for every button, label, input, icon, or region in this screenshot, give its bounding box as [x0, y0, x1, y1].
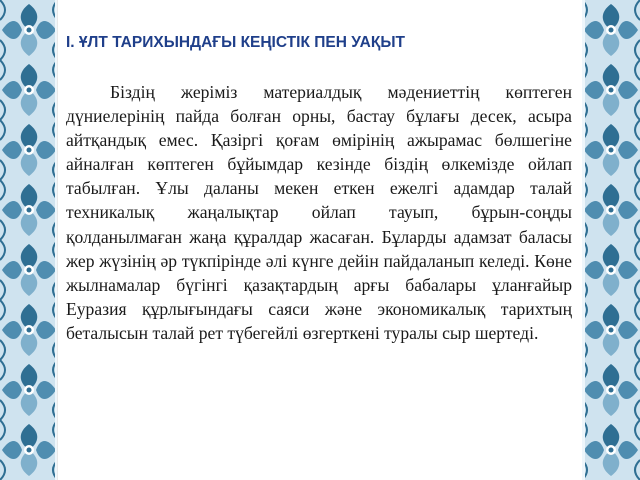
right-ornament-border: [582, 0, 640, 480]
slide-content: [58, 0, 582, 480]
slide-title: І. ҰЛТ ТАРИХЫНДАҒЫ КЕҢІСТІК ПЕН УАҚЫТ: [66, 34, 405, 51]
left-ornament-border: [0, 0, 58, 480]
ornament-pattern-icon: [0, 0, 58, 480]
ornament-pattern-icon: [582, 0, 640, 480]
slide-paragraph: Біздің жеріміз материалдық мәдениеттің көптеген дүниелерінің пайда болған орны, бастау бұлағы десек, асыра айтқандық емес. Қазіргі қоғам өмірінің ажырамас бөлшегіне айналған көптеген бұйымдар кезінде біздің өлкемізде ойлап табылған. Ұлы даланы мекен еткен ежелгі адамдар талай техникалық жаңалықтар ойлап тауып, бұрын-соңды қолданылмаған жаңа құралдар жасаған. Бұларды адамзат баласы жер жүзінің әр түкпірінде әлі күнге дейін пайдаланып келеді. Көне жылнамалар бүгінгі қазақтардың арғы бабалары ұланғайыр Еуразия құрлығындағы саяси және экономикалық тарихтың беталысын талай рет түбегейлі өзгерткені туралы сыр шертеді.: [66, 82, 572, 343]
